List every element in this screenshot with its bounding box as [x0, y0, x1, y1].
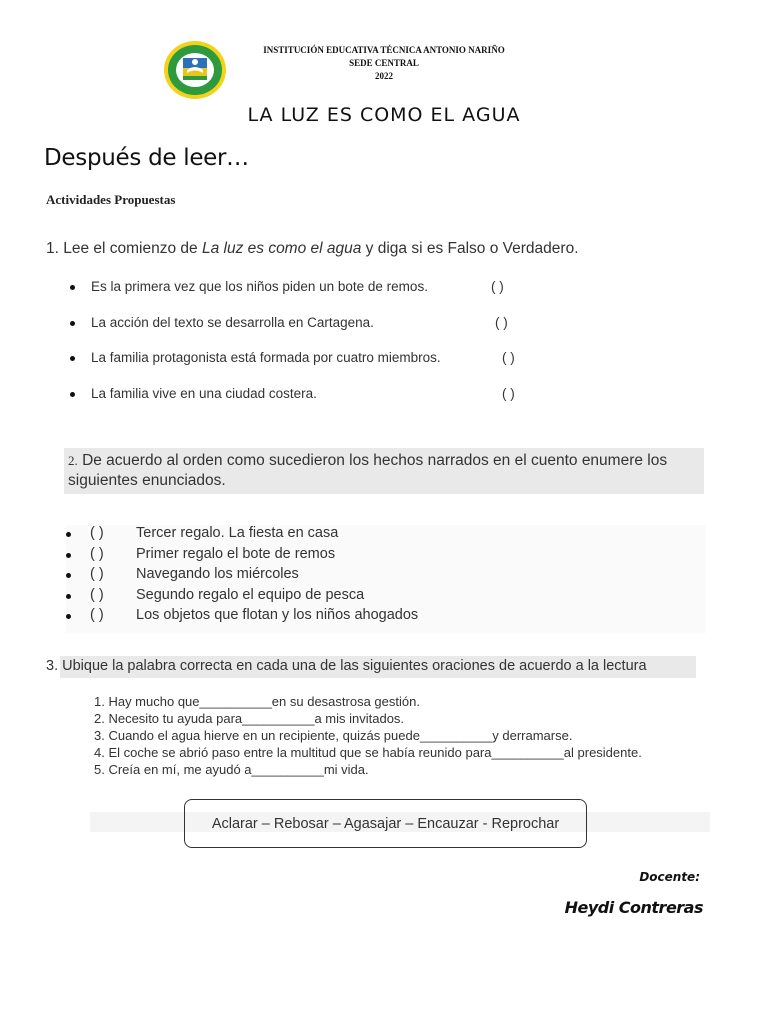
question-1-prefix: 1. Lee el comienzo de — [46, 240, 202, 257]
question-3 — [46, 658, 647, 674]
question-1 — [46, 240, 579, 258]
signature-name: Heydi Contreras — [564, 898, 703, 917]
event-text: Primer regalo el bote de remos — [136, 545, 336, 562]
signature-role: Docente: — [639, 870, 700, 884]
event-text: Segundo regalo el equipo de pesca — [136, 586, 365, 603]
order-blank[interactable]: ( ) — [90, 566, 104, 582]
bullet-icon — [66, 594, 71, 599]
event-text: Navegando los miércoles — [136, 566, 299, 582]
bullet-icon — [66, 553, 71, 558]
page-title: LA LUZ ES COMO EL AGUA — [247, 104, 521, 126]
campus-name: SEDE CENTRAL — [349, 58, 419, 68]
order-blank[interactable]: ( ) — [90, 525, 104, 541]
list-item: 2. Necesito tu ayuda para__________a mis invitados. — [94, 711, 405, 726]
question-1-book-title: La luz es como el agua — [201, 240, 362, 257]
bullet-icon — [66, 532, 71, 537]
year: 2022 — [375, 71, 393, 81]
answer-blank[interactable]: ( ) — [502, 386, 515, 401]
activities-label: Actividades Propuestas — [46, 192, 176, 207]
section-title: Después de leer… — [44, 145, 249, 171]
event-text: Los objetos que flotan y los niños ahogados — [136, 607, 419, 623]
question-2-number: 2. — [68, 453, 78, 468]
statement-text: La familia protagonista está formada por cuatro miembros. — [91, 350, 441, 365]
bullet-icon — [70, 356, 75, 361]
school-logo — [163, 40, 227, 100]
statement-text: Es la primera vez que los niños piden un bote de remos. — [91, 279, 428, 294]
answer-blank[interactable]: ( ) — [495, 315, 508, 330]
answer-blank[interactable]: ( ) — [491, 279, 504, 294]
question-3-text: Ubique la palabra correcta en cada una de las siguientes oraciones de acuerdo a la lectura — [62, 658, 647, 674]
order-blank[interactable]: ( ) — [90, 545, 104, 562]
answer-blank[interactable]: ( ) — [502, 350, 515, 365]
bullet-icon — [66, 614, 71, 619]
question-2 — [68, 451, 708, 491]
list-item: 1. Hay mucho que__________en su desastrosa gestión. — [94, 694, 420, 709]
word-bank-text: Aclarar – Rebosar – Agasajar – Encauzar - Reprochar — [211, 815, 560, 832]
word-bank-box — [184, 799, 587, 848]
ordering-list — [66, 525, 706, 633]
statement-text: La acción del texto se desarrolla en Cartagena. — [91, 315, 374, 330]
statement-text: La familia vive en una ciudad costera. — [91, 386, 317, 401]
bullet-icon — [70, 321, 75, 326]
question-2-text: De acuerdo al orden como sucedieron los hechos narrados en el cuento enumere los siguientes enunciados. — [68, 452, 668, 489]
event-text: Tercer regalo. La fiesta en casa — [136, 525, 339, 541]
institution-name: INSTITUCIÓN EDUCATIVA TÉCNICA ANTONIO NARIÑO — [263, 45, 505, 55]
question-1-suffix: y diga si es Falso o Verdadero. — [361, 240, 579, 257]
order-blank[interactable]: ( ) — [90, 586, 104, 603]
list-item: 3. Cuando el agua hierve en un recipiente, quizás puede__________y derramarse. — [94, 728, 573, 743]
bullet-icon — [70, 392, 75, 397]
list-item: 4. El coche se abrió paso entre la multitud que se había reunido para__________al presidente. — [94, 745, 642, 760]
bullet-icon — [70, 285, 75, 290]
order-blank[interactable]: ( ) — [90, 607, 104, 623]
list-item: 5. Creía en mí, me ayudó a__________mi vida. — [94, 762, 369, 777]
question-3-number: 3. — [46, 658, 63, 674]
bullet-icon — [66, 573, 71, 578]
